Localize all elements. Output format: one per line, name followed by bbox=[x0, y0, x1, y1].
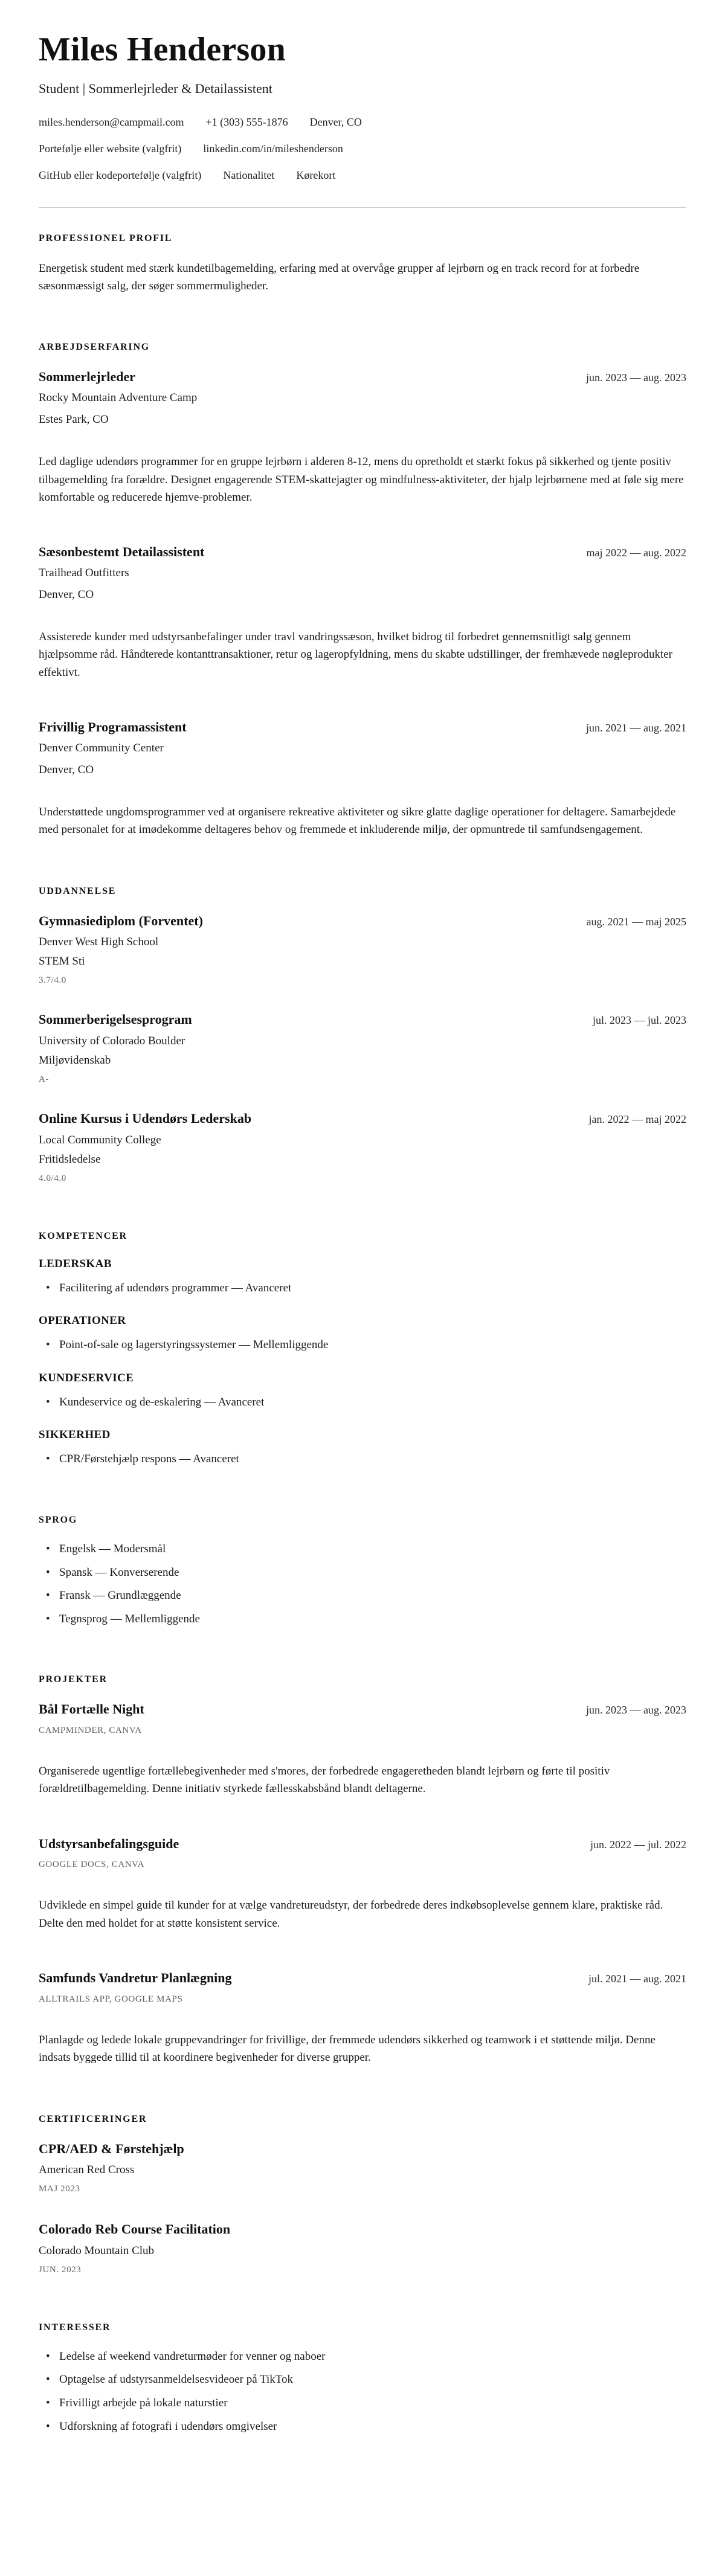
skills-heading: KOMPETENCER bbox=[39, 1230, 127, 1241]
skill-item: • Point-of-sale og lagerstyringssystemer — Mellemliggende bbox=[39, 1337, 686, 1354]
profile-heading: PROFESSIONEL PROFIL bbox=[39, 233, 173, 243]
project-description: Udviklede en simpel guide til kunder for at vælge vandretureudstyr, der forbedrede deres indkøbsoplevelse gennem klare, praktiske råd. Delte den med holdet for at støtte konsistent service. bbox=[39, 1899, 663, 1930]
language-list bbox=[39, 1541, 686, 1627]
job-description: Assisterede kunder med udstyrsanbefalinger under travl vandringssæson, hvilket bidrog til forbedret gennemsnitligt salg gennem hjælpsomme råd. Håndterede kontanttransaktioner, retur og lageropfyldning, mens du skabte udstillinger, der fremhævede nøgleprodukter effektivt. bbox=[39, 630, 672, 679]
certification-date: JUN. 2023 bbox=[39, 2264, 82, 2275]
education-gpa: A- bbox=[39, 1074, 50, 1084]
section-work bbox=[39, 342, 686, 838]
skill-group bbox=[39, 1257, 686, 1297]
certification-title: Colorado Reb Course Facilitation bbox=[39, 2221, 231, 2237]
project-entry-header bbox=[39, 1836, 686, 1853]
skill-list bbox=[39, 1337, 686, 1354]
certification-entry bbox=[39, 2221, 686, 2275]
contact-row-2 bbox=[39, 143, 686, 155]
job-title: Frivillig Programassistent bbox=[39, 719, 187, 735]
education-date: aug. 2021 — maj 2025 bbox=[586, 915, 686, 928]
contact-email: miles.henderson@campmail.com bbox=[39, 115, 184, 128]
language-item: • Tegnsprog — Mellemliggende bbox=[39, 1611, 686, 1628]
education-school: Denver West High School bbox=[39, 936, 159, 949]
job-company: Rocky Mountain Adventure Camp bbox=[39, 391, 198, 405]
section-education bbox=[39, 886, 686, 1184]
interests-heading: INTERESSER bbox=[39, 2322, 111, 2333]
resume-header bbox=[39, 31, 686, 208]
project-entry bbox=[39, 1701, 686, 1797]
person-name: Miles Henderson bbox=[39, 31, 286, 68]
project-tools: CAMPMINDER, CANVA bbox=[39, 1725, 142, 1735]
job-date: jun. 2023 — aug. 2023 bbox=[586, 371, 686, 384]
contact-row-3 bbox=[39, 169, 686, 182]
project-title: Udstyrsanbefalingsguide bbox=[39, 1836, 179, 1851]
job-description: Led daglige udendørs programmer for en gruppe lejrbørn i alderen 8-12, mens du opretholdt et stærkt fokus på sikkerhed og tjente positiv tilbagemelding fra forældre. Designet engagerende STEM-skattejagter og mindfulness-aktiviteter, der hjalp lejrbørnene med at føle sig mere komfortable og reducerede hjemve-problemer. bbox=[39, 455, 684, 504]
section-projects bbox=[39, 1674, 686, 2066]
skill-group bbox=[39, 1428, 686, 1468]
project-title: Bål Fortælle Night bbox=[39, 1701, 144, 1717]
skill-group bbox=[39, 1314, 686, 1354]
certification-title: CPR/AED & Førstehjælp bbox=[39, 2141, 184, 2156]
section-skills bbox=[39, 1231, 686, 1468]
job-company: Trailhead Outfitters bbox=[39, 566, 129, 579]
project-date: jun. 2022 — jul. 2022 bbox=[590, 1838, 686, 1851]
skill-group-label: KUNDESERVICE bbox=[39, 1371, 134, 1384]
skill-group-label: OPERATIONER bbox=[39, 1314, 126, 1328]
language-item: • Spansk — Konverserende bbox=[39, 1565, 686, 1581]
contact-phone: +1 (303) 555-1876 bbox=[205, 115, 288, 128]
education-field: Fritidsledelse bbox=[39, 1152, 101, 1166]
job-location: Estes Park, CO bbox=[39, 413, 109, 426]
education-gpa: 3.7/4.0 bbox=[39, 975, 66, 986]
work-entry bbox=[39, 368, 686, 506]
project-tools: GOOGLE DOCS, CANVA bbox=[39, 1860, 145, 1870]
education-entry bbox=[39, 913, 686, 986]
project-description: Planlagde og ledede lokale gruppevandringer for frivillige, der fremmede udendørs sikkerhed og teamwork i et støttende miljø. Denne indsats byggede tillid til at koordinere begivenheder for diverse grupper. bbox=[39, 2033, 656, 2064]
job-location: Denver, CO bbox=[39, 763, 94, 776]
skill-list bbox=[39, 1451, 686, 1468]
certification-entry bbox=[39, 2141, 686, 2195]
job-company: Denver Community Center bbox=[39, 741, 164, 754]
contact-location: Denver, CO bbox=[309, 115, 362, 128]
work-entry-header bbox=[39, 544, 686, 561]
language-item: • Fransk — Grundlæggende bbox=[39, 1588, 686, 1604]
job-title: Sæsonbestemt Detailassistent bbox=[39, 544, 205, 560]
skill-group-label: LEDERSKAB bbox=[39, 1257, 112, 1270]
education-entry-header bbox=[39, 1110, 686, 1128]
skill-item: • CPR/Førstehjælp respons — Avanceret bbox=[39, 1451, 686, 1468]
skill-group bbox=[39, 1372, 686, 1411]
project-entry-header bbox=[39, 1701, 686, 1718]
contact-linkedin: linkedin.com/in/mileshenderson bbox=[203, 142, 343, 155]
project-entry bbox=[39, 1970, 686, 2066]
contact-license-placeholder: Kørekort bbox=[296, 169, 336, 181]
project-tools: ALLTRAILS APP, GOOGLE MAPS bbox=[39, 1994, 183, 2004]
header-divider bbox=[39, 207, 686, 208]
job-location: Denver, CO bbox=[39, 588, 94, 601]
education-date: jul. 2023 — jul. 2023 bbox=[592, 1014, 686, 1027]
education-title: Gymnasiediplom (Forventet) bbox=[39, 913, 203, 928]
certification-org: Colorado Mountain Club bbox=[39, 2244, 155, 2257]
contact-github-placeholder: GitHub eller kodeportefølje (valgfrit) bbox=[39, 169, 202, 181]
interest-list bbox=[39, 2349, 686, 2435]
certification-org: American Red Cross bbox=[39, 2163, 135, 2177]
skill-list bbox=[39, 1395, 686, 1411]
education-school: University of Colorado Boulder bbox=[39, 1034, 185, 1047]
work-entry-header bbox=[39, 368, 686, 386]
section-profile bbox=[39, 233, 686, 295]
project-description: Organiserede ugentlige fortællebegivenheder med s'mores, der forbedrede engageretheden blandt lejrbørn og førte til positiv forældretilbagemelding. Denne initiativ styrkede fællesskabsbånd blandt deltagerne. bbox=[39, 1764, 610, 1796]
skill-item: • Facilitering af udendørs programmer — Avanceret bbox=[39, 1280, 686, 1297]
job-description: Understøttede ungdomsprogrammer ved at organisere rekreative aktiviteter og sikre glatte daglige operationer for deltagere. Samarbejdede med personalet for at imødekomme deltageres behov og fremmede et inkluderende miljø, der opmuntrede til samfundsengagement. bbox=[39, 805, 676, 837]
person-tagline: Student | Sommerlejrleder & Detailassistent bbox=[39, 80, 272, 96]
education-entry bbox=[39, 1110, 686, 1184]
project-date: jun. 2023 — aug. 2023 bbox=[586, 1704, 686, 1717]
interest-item: • Frivilligt arbejde på lokale naturstier bbox=[39, 2395, 686, 2412]
work-entry-header bbox=[39, 719, 686, 736]
skill-group-label: SIKKERHED bbox=[39, 1428, 111, 1442]
education-entry-header bbox=[39, 913, 686, 930]
section-interests bbox=[39, 2322, 686, 2435]
skill-item: • Kundeservice og de-eskalering — Avanceret bbox=[39, 1395, 686, 1411]
education-gpa: 4.0/4.0 bbox=[39, 1173, 66, 1183]
education-field: Miljøvidenskab bbox=[39, 1053, 111, 1067]
project-entry-header bbox=[39, 1970, 686, 1987]
education-entry bbox=[39, 1011, 686, 1085]
education-school: Local Community College bbox=[39, 1133, 161, 1146]
education-entry-header bbox=[39, 1011, 686, 1029]
project-date: jul. 2021 — aug. 2021 bbox=[588, 1973, 686, 1985]
interest-item: • Udforskning af fotografi i udendørs omgivelser bbox=[39, 2419, 686, 2435]
contact-nationality-placeholder: Nationalitet bbox=[223, 169, 275, 181]
interest-item: • Optagelse af udstyrsanmeldelsesvideoer på TikTok bbox=[39, 2372, 686, 2388]
contact-website-placeholder: Portefølje eller website (valgfrit) bbox=[39, 142, 182, 155]
languages-heading: SPROG bbox=[39, 1514, 78, 1525]
education-title: Online Kursus i Udendørs Lederskab bbox=[39, 1110, 252, 1126]
education-field: STEM Sti bbox=[39, 955, 85, 968]
job-date: jun. 2021 — aug. 2021 bbox=[586, 722, 686, 734]
certifications-heading: CERTIFICERINGER bbox=[39, 2113, 147, 2124]
work-heading: ARBEJDSERFARING bbox=[39, 342, 150, 353]
work-entry bbox=[39, 719, 686, 838]
project-title: Samfunds Vandretur Planlægning bbox=[39, 1970, 232, 1986]
projects-heading: PROJEKTER bbox=[39, 1674, 108, 1685]
education-date: jan. 2022 — maj 2022 bbox=[588, 1113, 686, 1125]
work-entry bbox=[39, 544, 686, 681]
certification-date: MAJ 2023 bbox=[39, 2184, 80, 2194]
job-title: Sommerlejrleder bbox=[39, 369, 136, 385]
job-date: maj 2022 — aug. 2022 bbox=[586, 547, 686, 559]
education-title: Sommerberigelsesprogram bbox=[39, 1012, 192, 1027]
education-heading: UDDANNELSE bbox=[39, 885, 117, 896]
contact-row-1 bbox=[39, 116, 686, 129]
profile-text: Energetisk student med stærk kundetilbagemelding, erfaring med at overvåge grupper af lejrbørn og en track record for at forbedre sæsonmæssigt salg, der søger sommermuligheder. bbox=[39, 262, 640, 293]
skill-list bbox=[39, 1280, 686, 1297]
section-certifications bbox=[39, 2114, 686, 2275]
section-languages bbox=[39, 1515, 686, 1627]
project-entry bbox=[39, 1836, 686, 1932]
language-item: • Engelsk — Modersmål bbox=[39, 1541, 686, 1558]
interest-item: • Ledelse af weekend vandreturmøder for venner og naboer bbox=[39, 2349, 686, 2365]
